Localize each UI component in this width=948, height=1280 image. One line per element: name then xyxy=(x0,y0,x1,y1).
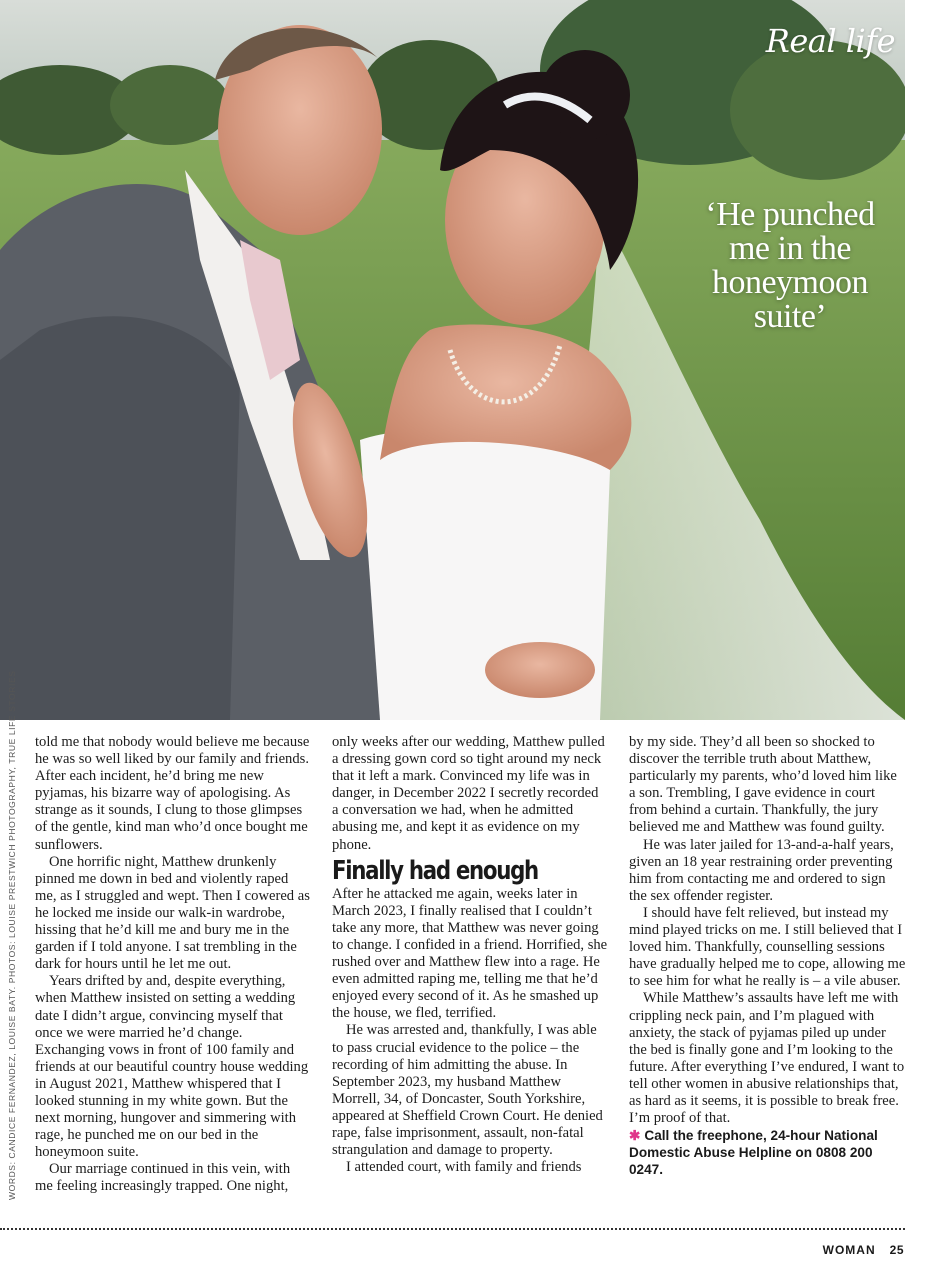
helpline-callout xyxy=(629,1127,906,1178)
paragraph: only weeks after our wedding, Matthew pulled a dressing gown cord so tight around my neck that it left a mark. Convinced my life was in danger, in December 2022 I secretly recorded a conversation we had, when he admitted abusing me, and kept it as evidence on my phone. xyxy=(332,734,605,853)
magazine-name: WOMAN xyxy=(822,1243,876,1257)
credit-text: WORDS: CANDICE FERNANDEZ, LOUISE BATY. PHOTOS: LOUISE PRESTWICH PHOTOGRAPHY, TRUE LIFE STORIES xyxy=(7,670,17,1200)
page-footer xyxy=(823,1243,904,1257)
pull-quote: ‘He punched me in the honeymoon suite’ xyxy=(705,196,875,335)
article-column-3 xyxy=(629,734,906,1178)
photo-credit xyxy=(7,670,19,1200)
paragraph: After he attacked me again, weeks later in March 2023, I finally realised that I couldn’t take any more, that Matthew was never going to change. I confided in a friend. Horrified, she rushed over and Matthew flew into a rage. He even admitted raping me, telling me that he’d enjoyed every second of it. As he smashed up the house, we fled, terrified. xyxy=(332,885,608,1022)
paragraph: I attended court, with family and friends xyxy=(346,1159,582,1176)
paragraph: by my side. They’d all been so shocked to discover the terrible truth about Matthew, particularly my parents, who’d loved him like a son. Trembling, I gave evidence in court from behind a curtain. Thankfully, the jury believed me and Matthew was found guilty. xyxy=(629,734,897,836)
paragraph: One horrific night, Matthew drunkenly pinned me down in bed and violently raped me, as I struggled and wept. Then I cowered as he locked me inside our walk-in wardrobe, hissing that he’d kill me and bury me in the garden if I told anyone. I sat trembling in the dark for hours until he let me out. xyxy=(35,853,310,973)
article-column-2 xyxy=(332,734,608,1176)
paragraph: told me that nobody would believe me because he was so well liked by our family and friends. After each incident, he’d bring me new pyjamas, his bizarre way of apologising. As strange as it sounds, I clung to those glimpses of the gentle, kind man who’d once bought me sunflowers. xyxy=(35,734,310,853)
asterisk-icon: ✱ xyxy=(629,1128,641,1144)
paragraph: Years drifted by and, despite everything, when Matthew insisted on setting a wedding date I didn’t argue, convincing myself that once we were married he’d change. Exchanging vows in front of 100 family and friends at our beautiful country house wedding in August 2021, Matthew whispered that I looked stunning in my white gown. But the next morning, hungover and simmering with rage, he punched me on our bed in the honeymoon suite. xyxy=(35,973,309,1161)
paragraph: While Matthew’s assaults have left me with crippling neck pain, and I’m plagued with anxiety, the stack of pyjamas piled up under the bed is finally gone and I’m looking to the future. After everything I’ve endured, I want to tell other women in abusive relationships that, as hard as it seems, it is possible to break free. I’m proof of that. xyxy=(629,990,905,1127)
paragraph: Our marriage continued in this vein, with me feeling increasingly trapped. One night, xyxy=(35,1161,291,1195)
paragraph: I should have felt relieved, but instead my mind played tricks on me. I still believed that I loved him. Thankfully, counselling sessions have gradually helped me to cope, allowing me to see him for what he really is – a vile abuser. xyxy=(629,904,906,990)
dotted-divider xyxy=(0,1228,905,1230)
subheading: Finally had enough xyxy=(332,855,538,886)
page-number: 25 xyxy=(889,1243,904,1257)
paragraph: He was arrested and, thankfully, I was able to pass crucial evidence to the police – the recording of him admitting the abuse. In September 2023, my husband Matthew Morrell, 34, of Doncaster, South Yorkshire, appeared at Sheffield Crown Court. He denied rape, false imprisonment, assault, non-fatal strangulation and damage to property. xyxy=(332,1022,603,1159)
helpline-text: Call the freephone, 24-hour National Domestic Abuse Helpline on 0808 200 0247. xyxy=(629,1128,878,1178)
article-column-1 xyxy=(35,734,310,1196)
section-tag: Real life xyxy=(765,22,895,60)
paragraph: He was later jailed for 13-and-a-half years, given an 18 year restraining order preventing him from contacting me and ordered to sign the sex offender register. xyxy=(629,836,894,904)
